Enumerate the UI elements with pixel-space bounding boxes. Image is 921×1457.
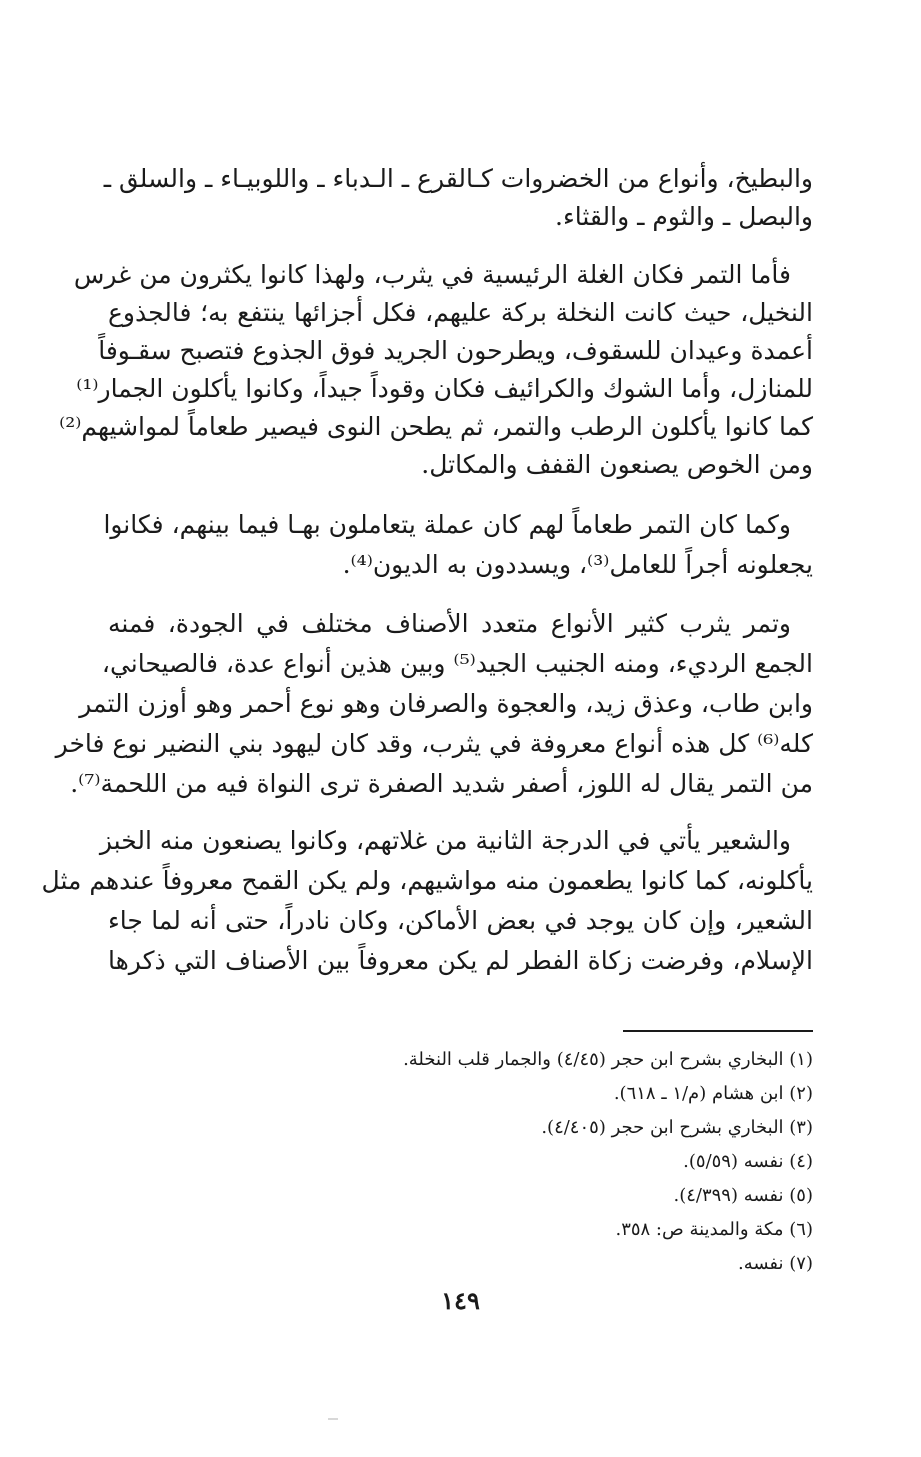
footnote: (٥) نفسه (٤/٣٩٩). xyxy=(673,1185,813,1206)
scan-speck xyxy=(328,1418,338,1420)
body-line: الشعير، وإن كان يوجد في بعض الأماكن، وكان نادراً، حتى أنه لما جاء xyxy=(108,906,813,935)
body-line: ومن الخوص يصنعون القفف والمكاتل. xyxy=(421,450,813,479)
body-line: كله⁽⁶⁾ كل هذه أنواع معروفة في يثرب، وقد كان ليهود بني النضير نوع فاخر xyxy=(55,729,813,758)
page-number: ١٤٩ xyxy=(441,1286,480,1315)
footnote: (٤) نفسه (٥/٥٩). xyxy=(683,1151,813,1172)
footnote: (٢) ابن هشام (م/١ ـ ٦١٨). xyxy=(613,1083,813,1104)
body-line: وكما كان التمر طعاماً لهم كان عملة يتعاملون بهـا فيما بينهم، فكانوا xyxy=(103,510,791,539)
footnote: (٣) البخاري بشرح ابن حجر (٤/٤٠٥). xyxy=(541,1117,813,1138)
body-line: يجعلونه أجراً للعامل⁽³⁾، ويسددون به الديون⁽⁴⁾. xyxy=(342,550,813,579)
body-line: النخيل، حيث كانت النخلة بركة عليهم، فكل أجزائها ينتفع به؛ فالجذوع xyxy=(108,298,813,327)
body-line: الإسلام، وفرضت زكاة الفطر لم يكن معروفاً بين الأصناف التي ذكرها xyxy=(108,946,813,975)
body-line: وابن طاب، وعذق زيد، والعجوة والصرفان وهو نوع أحمر وهو أوزن التمر xyxy=(79,689,813,718)
body-line: فأما التمر فكان الغلة الرئيسية في يثرب، ولهذا كانوا يكثرون من غرس xyxy=(73,260,791,289)
body-line: كما كانوا يأكلون الرطب والتمر، ثم يطحن النوى فيصير طعاماً لمواشيهم⁽²⁾ xyxy=(59,412,813,441)
body-line: للمنازل، وأما الشوك والكرائيف فكان وقوداً جيداً، وكانوا يأكلون الجمار⁽¹⁾ xyxy=(76,374,813,403)
body-line: والشعير يأتي في الدرجة الثانية من غلاتهم، وكانوا يصنعون منه الخبز xyxy=(99,826,791,855)
footnote: (١) البخاري بشرح ابن حجر (٤/٤٥) والجمار قلب النخلة. xyxy=(403,1049,813,1070)
body-line: والبصل ـ والثوم ـ والقثاء. xyxy=(555,202,813,231)
body-line: أعمدة وعيدان للسقوف، ويطرحون الجريد فوق الجذوع فتصبح سقـوفاً xyxy=(98,336,813,365)
footnote: (٧) نفسه. xyxy=(738,1253,813,1274)
body-line: الجمع الرديء، ومنه الجنيب الجيد⁽⁵⁾ وبين هذين أنواع عدة، فالصيحاني، xyxy=(101,649,813,678)
body-line: والبطيخ، وأنواع من الخضروات كـالقرع ـ الـدباء ـ واللوبيـاء ـ والسلق ـ xyxy=(103,164,813,193)
footnote-separator xyxy=(623,1030,813,1032)
body-line: من التمر يقال له اللوز، أصفر شديد الصفرة ترى النواة فيه من اللحمة⁽⁷⁾. xyxy=(70,769,813,798)
body-line: وتمر يثرب كثير الأنواع متعدد الأصناف مختلف في الجودة، فمنه xyxy=(108,609,791,638)
body-line: يأكلونه، كما كانوا يطعمون منه مواشيهم، ولم يكن القمح معروفاً عندهم مثل xyxy=(41,866,813,895)
footnote: (٦) مكة والمدينة ص: ٣٥٨. xyxy=(615,1219,813,1240)
